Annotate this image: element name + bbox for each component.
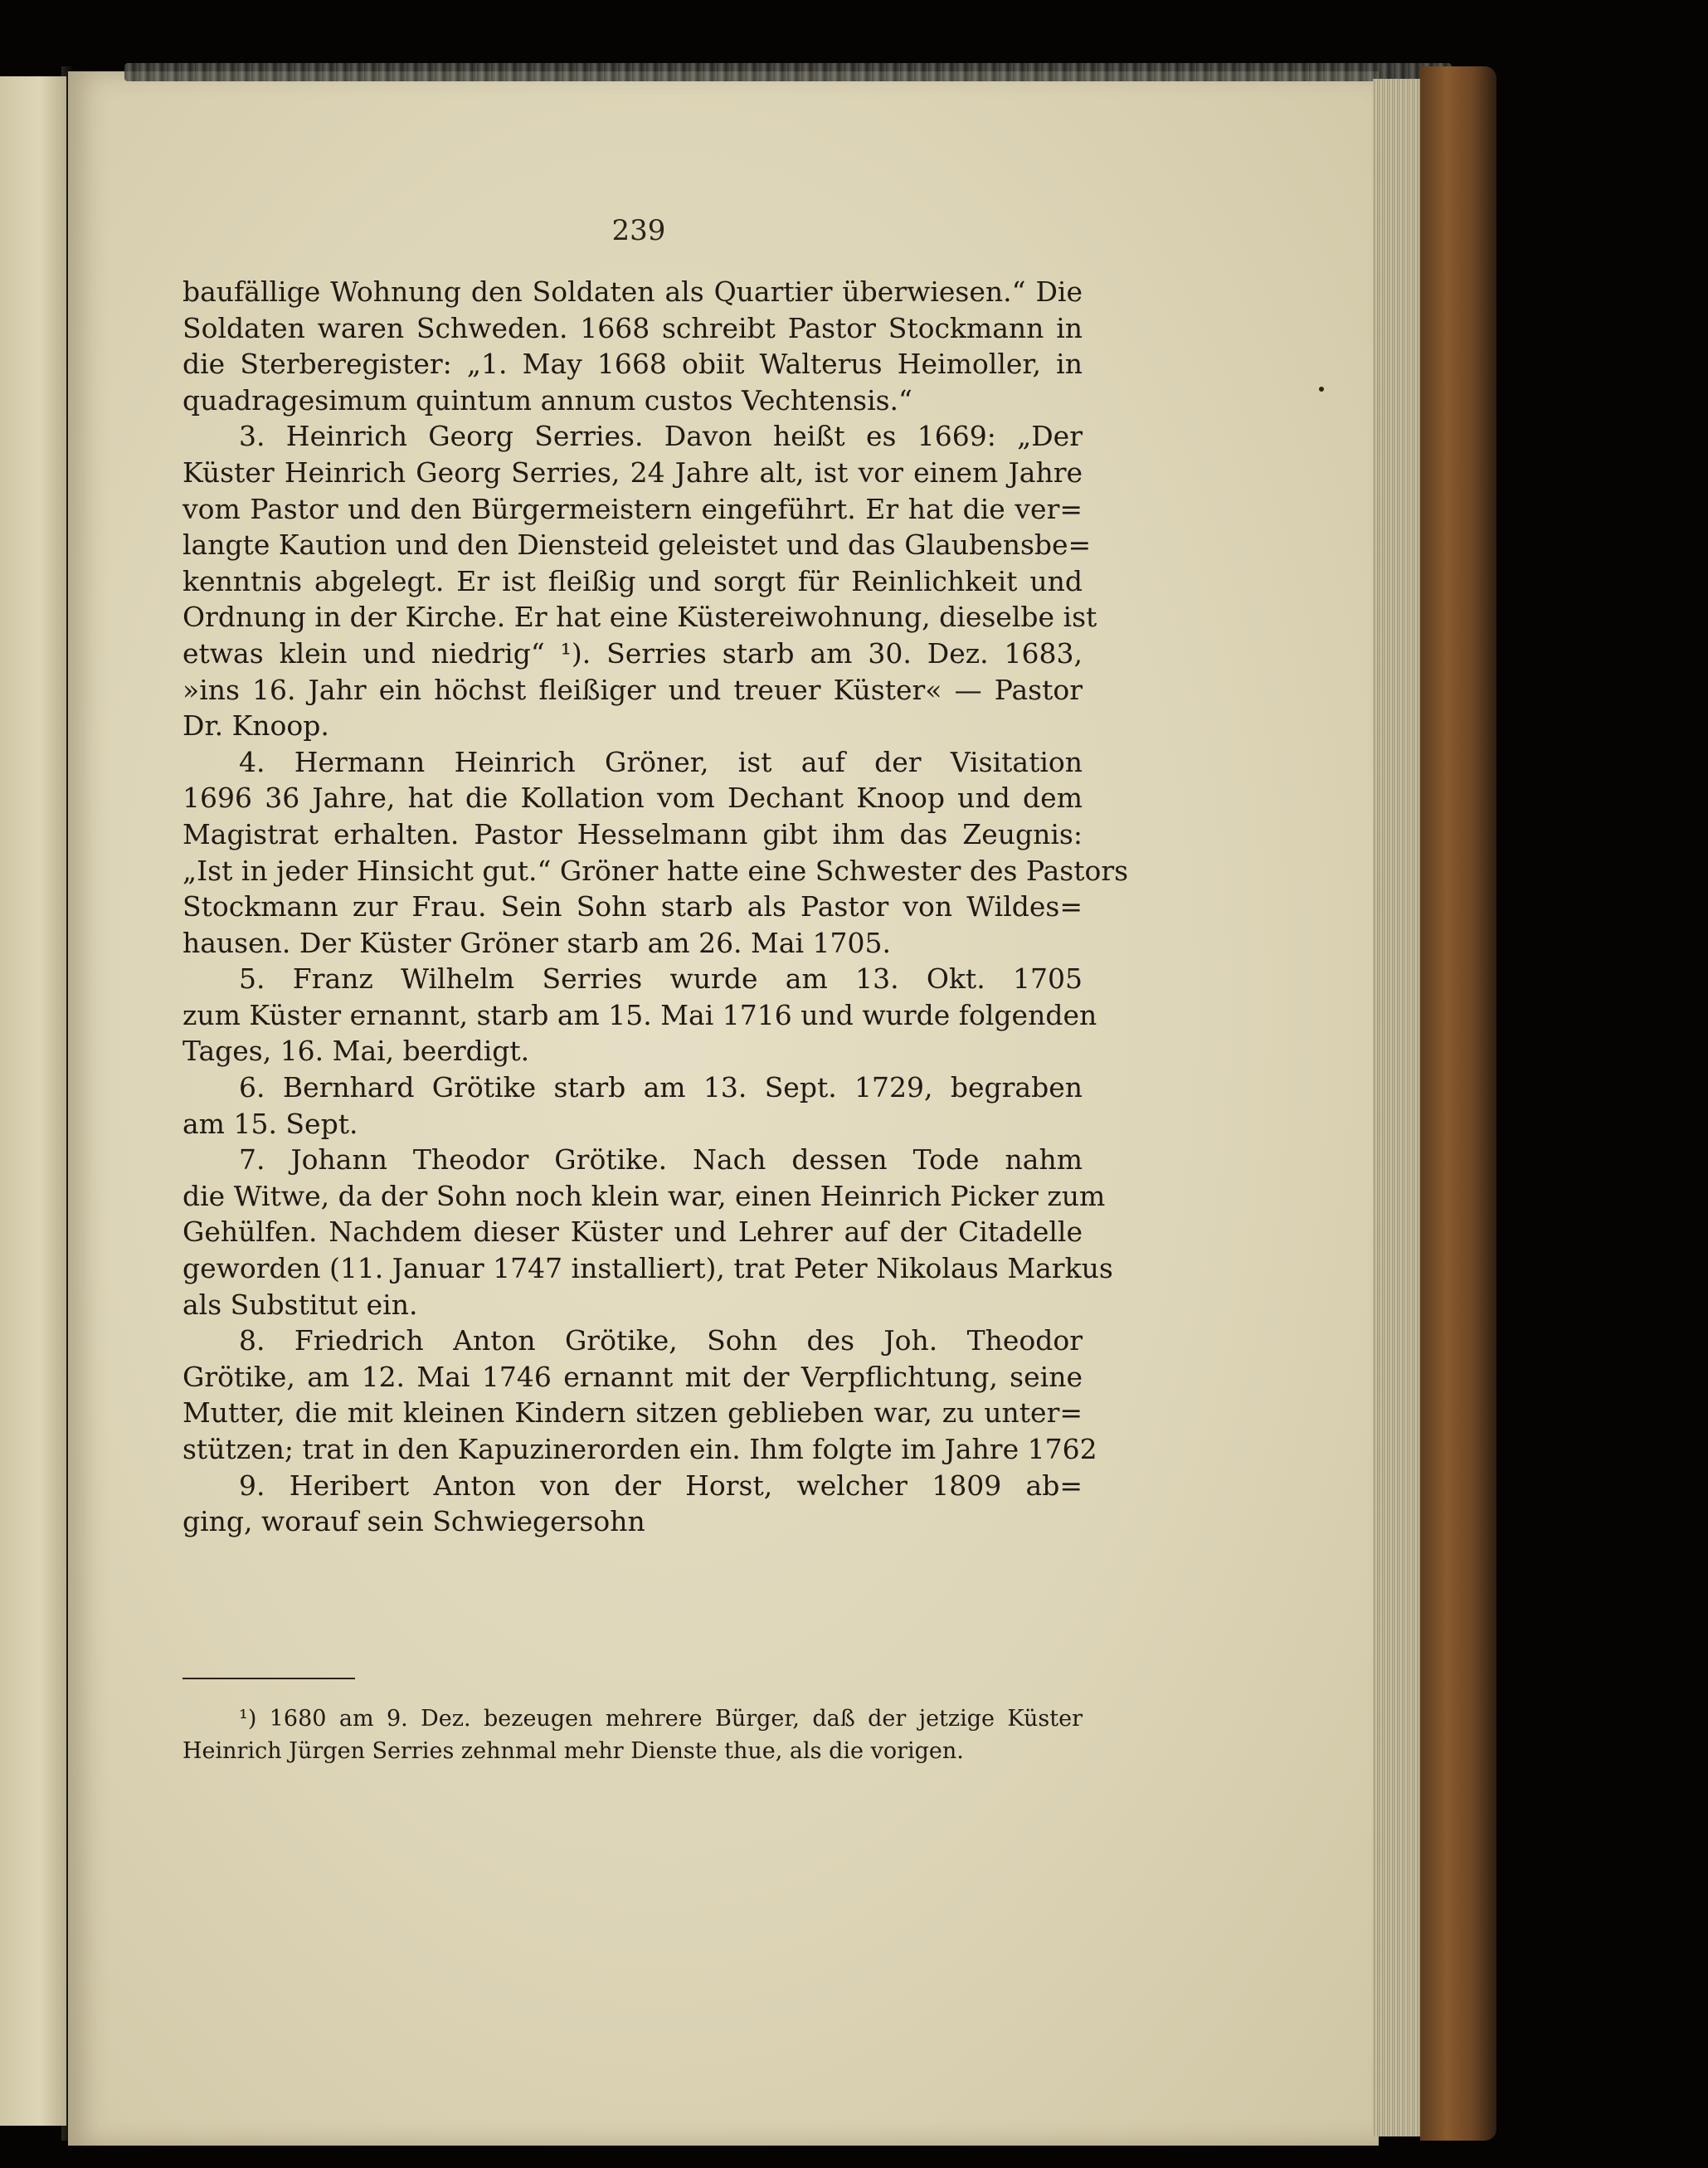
page-number: 239 (611, 214, 666, 247)
text-line: ging, worauf sein Schwiegersohn (182, 1505, 645, 1538)
book-cover (1420, 66, 1496, 2141)
text-line: Soldaten waren Schweden. 1668 schreibt Pastor Stockmann in (182, 311, 1083, 344)
text-line: 3. Heinrich Georg Serries. Davon heißt es 1669: „Der (239, 420, 1083, 453)
text-line: quadragesimum quintum annum custos Vechtensis.“ (182, 383, 912, 417)
text-line: 5. Franz Wilhelm Serries wurde am 13. Okt. 1705 (239, 962, 1083, 996)
text-line: 7. Johann Theodor Grötike. Nach dessen Tode nahm (239, 1143, 1083, 1177)
text-line: 6. Bernhard Grötike starb am 13. Sept. 1729, begraben (239, 1071, 1083, 1104)
text-line: geworden (11. Januar 1747 installiert), trat Peter Nikolaus Markus (182, 1252, 1113, 1285)
text-line: die Witwe, da der Sohn noch klein war, einen Heinrich Picker zum (182, 1179, 1106, 1212)
text-line: baufällige Wohnung den Soldaten als Quartier überwiesen.“ Die (182, 275, 1083, 308)
text-line: langte Kaution und den Diensteid geleistet und das Glaubensbe= (182, 529, 1092, 562)
left-page-edge (0, 76, 66, 2126)
text-line: Küster Heinrich Georg Serries, 24 Jahre alt, ist vor einem Jahre (182, 456, 1083, 489)
text-line: »ins 16. Jahr ein höchst fleißiger und treuer Küster« — Pastor (182, 673, 1083, 706)
footnote-line: ¹) 1680 am 9. Dez. bezeugen mehrere Bürger, daß der jetzige Küster (239, 1706, 1083, 1732)
text-line: Ordnung in der Kirche. Er hat eine Küstereiwohnung, dieselbe ist (182, 601, 1097, 634)
footnote-rule (182, 1678, 355, 1679)
text-line: „Ist in jeder Hinsicht gut.“ Gröner hatte eine Schwester des Pastors (182, 854, 1129, 887)
text-line: Grötike, am 12. Mai 1746 ernannt mit der Verpflichtung, seine (182, 1360, 1083, 1393)
text-line: am 15. Sept. (182, 1107, 358, 1140)
text-line: die Sterberegister: „1. May 1668 obiit Walterus Heimoller, in (182, 348, 1083, 381)
text-line: kenntnis abgelegt. Er ist fleißig und sorgt für Reinlichkeit und (182, 564, 1083, 597)
text-line: 9. Heribert Anton von der Horst, welcher 1809 ab= (239, 1469, 1083, 1502)
text-line: als Substitut ein. (182, 1288, 418, 1321)
text-line: Tages, 16. Mai, beerdigt. (182, 1035, 530, 1068)
margin-speck (1319, 387, 1324, 392)
text-line: 4. Hermann Heinrich Gröner, ist auf der Visitation (239, 745, 1083, 778)
text-line: Dr. Knoop. (182, 709, 329, 743)
text-line: etwas klein und niedrig“ ¹). Serries starb am 30. Dez. 1683, (182, 636, 1083, 670)
page-block-edges (1373, 79, 1423, 2136)
text-line: Magistrat erhalten. Pastor Hesselmann gibt ihm das Zeugnis: (182, 817, 1083, 850)
text-line: 1696 36 Jahre, hat die Kollation vom Dechant Knoop und dem (182, 782, 1083, 815)
text-line: 8. Friedrich Anton Grötike, Sohn des Joh. Theodor (239, 1324, 1083, 1357)
text-line: Gehülfen. Nachdem dieser Küster und Lehrer auf der Citadelle (182, 1216, 1083, 1249)
text-line: Mutter, die mit kleinen Kindern sitzen geblieben war, zu unter= (182, 1396, 1083, 1430)
text-line: vom Pastor und den Bürgermeistern eingeführt. Er hat die ver= (182, 492, 1083, 525)
footnote-line: Heinrich Jürgen Serries zehnmal mehr Dienste thue, als die vorigen. (182, 1738, 964, 1764)
worn-spine-edge (124, 63, 1452, 81)
text-line: Stockmann zur Frau. Sein Sohn starb als Pastor von Wildes= (182, 890, 1083, 923)
text-line: stützen; trat in den Kapuzinerorden ein. Ihm folgte im Jahre 1762 (182, 1433, 1097, 1465)
body-text (182, 274, 1129, 1540)
text-line: hausen. Der Küster Gröner starb am 26. Mai 1705. (182, 926, 892, 959)
footnote (182, 1703, 1083, 1767)
text-line: zum Küster ernannt, starb am 15. Mai 1716 und wurde folgenden (182, 998, 1097, 1031)
